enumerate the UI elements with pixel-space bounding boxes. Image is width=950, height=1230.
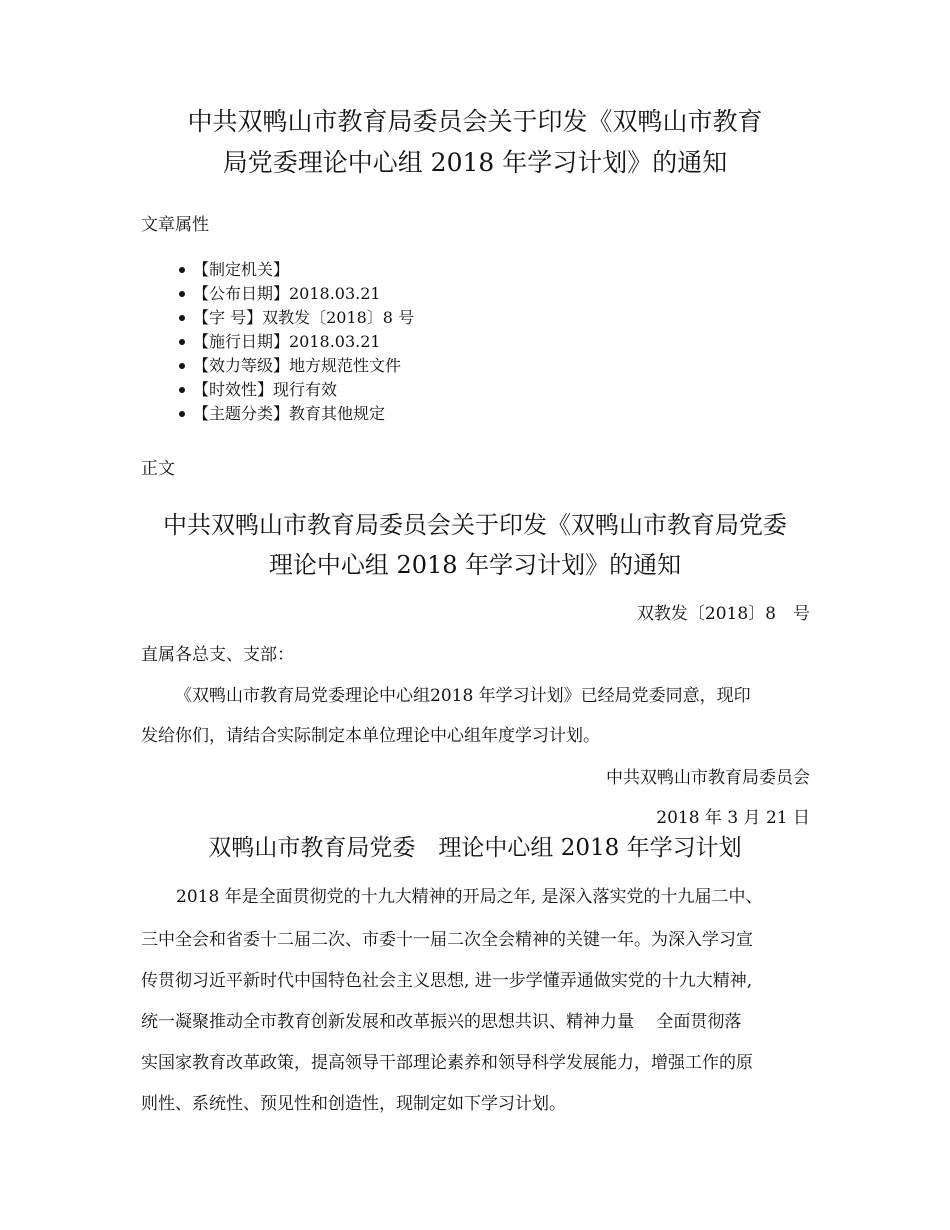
attributes-list: [141, 258, 414, 426]
attribute-item: 【制定机关】: [141, 258, 414, 282]
plan-paragraph-line: 三中全会和省委十二届二次、市委十一届二次全会精神的关键一年。为深入学习宣: [141, 930, 753, 950]
bullet-icon: [179, 411, 185, 417]
notice-title-line-1: 中共双鸭山市教育局委员会关于印发《双鸭山市教育局党委: [163, 511, 787, 539]
recipient: 直属各总支、支部：: [141, 645, 294, 665]
bullet-icon: [179, 315, 185, 321]
plan-paragraph-line: 统一凝聚推动全市教育创新发展和改革振兴的思想共识、精神力量 全面贯彻落: [141, 1012, 742, 1032]
document-title-line-1: 中共双鸭山市教育局委员会关于印发《双鸭山市教育: [187, 107, 763, 136]
bullet-icon: [179, 339, 185, 345]
plan-paragraph-line: 实国家教育改革政策，提高领导干部理论素养和领导科学发展能力，增强工作的原: [141, 1053, 753, 1073]
plan-paragraph-line: 2018 年是全面贯彻党的十九大精神的开局之年, 是深入落实党的十九届二中、: [176, 887, 763, 907]
signer: 中共双鸭山市教育局委员会: [606, 768, 810, 788]
body-label: 正文: [141, 459, 175, 479]
attribute-item: 【施行日期】2018.03.21: [141, 330, 414, 354]
document-title-line-2: 局党委理论中心组 2018 年学习计划》的通知: [222, 148, 728, 177]
attribute-item: 【字 号】双教发〔2018〕8 号: [141, 306, 414, 330]
bullet-icon: [179, 291, 185, 297]
notice-paragraph-line: 《双鸭山市教育局党委理论中心组2018 年学习计划》已经局党委同意，现印: [175, 686, 751, 706]
attributes-label: 文章属性: [141, 215, 209, 235]
signing-date: 2018 年 3 月 21 日: [656, 808, 810, 828]
notice-title-line-2: 理论中心组 2018 年学习计划》的通知: [268, 551, 682, 579]
plan-title: 双鸭山市教育局党委 理论中心组 2018 年学习计划: [208, 835, 742, 861]
notice-paragraph-line: 发给你们，请结合实际制定本单位理论中心组年度学习计划。: [141, 726, 600, 746]
attribute-item: 【主题分类】教育其他规定: [141, 402, 414, 426]
attribute-item: 【公布日期】2018.03.21: [141, 282, 414, 306]
attribute-item: 【时效性】现行有效: [141, 378, 414, 402]
bullet-icon: [179, 267, 185, 273]
bullet-icon: [179, 363, 185, 369]
bullet-icon: [179, 387, 185, 393]
attribute-item: 【效力等级】地方规范性文件: [141, 354, 414, 378]
document-number: 双教发〔2018〕8 号: [636, 604, 810, 624]
plan-paragraph-line: 传贯彻习近平新时代中国特色社会主义思想, 进一步学懂弄通做实党的十九大精神,: [141, 971, 753, 991]
plan-paragraph-line: 则性、系统性、预见性和创造性，现制定如下学习计划。: [141, 1094, 566, 1114]
